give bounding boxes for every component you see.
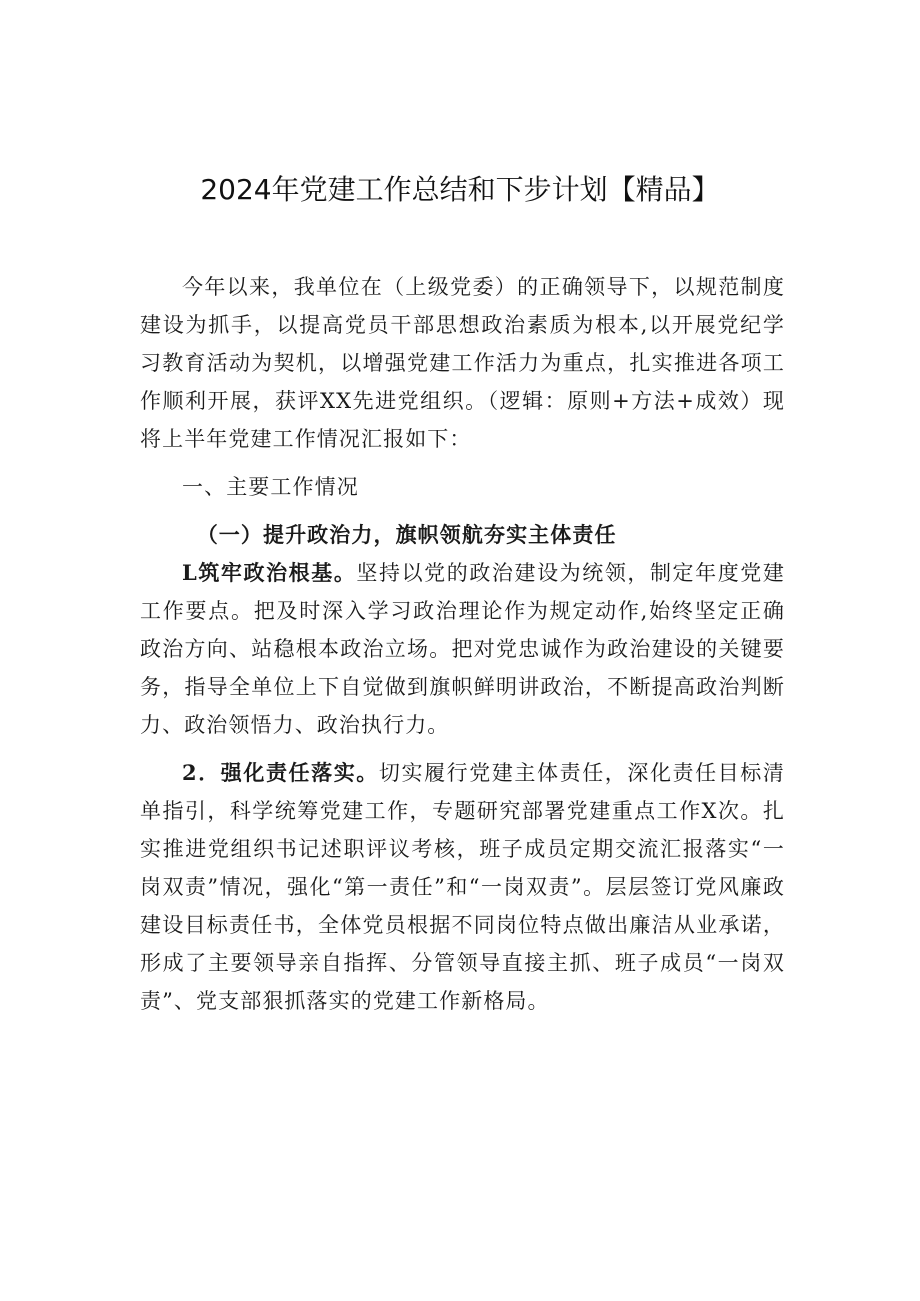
intro-paragraph: 今年以来，我单位在（上级党委）的正确领导下，以规范制度建设为抓手，以提高党员干部思想政治素质为根本,以开展党纪学习教育活动为契机，以增强党建工作活力为重点，扎实推进各项工作顺利开展，获评XX先进党组织。（逻辑：原则+方法+成效）现将上半年党建工作情况汇报如下：	[140, 275, 785, 451]
item-1-lead: L筑牢政治根基。	[182, 560, 357, 585]
document-body	[140, 268, 785, 1020]
subsection-heading: （一）提升政治力，旗帜领航夯实主体责任	[196, 522, 617, 547]
document-title: 2024年党建工作总结和下步计划【精品】	[200, 173, 720, 206]
section-heading: 一、主要工作情况	[182, 475, 359, 499]
item-2-text: 切实履行党建主体责任，深化责任目标清单指引，科学统筹党建工作，专题研究部署党建重点工作X次。扎实推进党组织书记述职评议考核，班子成员定期交流汇报落实“一岗双责”情况，强化“第一责任”和“一岗双责”。层层签订党风廉政建设目标责任书，全体党员根据不同岗位特点做出廉洁从业承诺，形成了主要领导亲自指挥、分管领导直接主抓、班子成员“一岗双责”、党支部狠抓落实的党建工作新格局。	[140, 761, 785, 1013]
item-paragraph-2	[140, 754, 785, 1020]
item-2-lead: 2．强化责任落实。	[182, 760, 379, 785]
item-1-text: 坚持以党的政治建设为统领，制定年度党建工作要点。把及时深入学习政治理论作为规定动作,始终坚定正确政治方向、站稳根本政治立场。把对党忠诚作为政治建设的关键要务，指导全单位上下自觉做到旗帜鲜明讲政治，不断提高政治判断力、政治领悟力、政治执行力。	[140, 561, 785, 737]
item-paragraph-1	[140, 554, 785, 744]
